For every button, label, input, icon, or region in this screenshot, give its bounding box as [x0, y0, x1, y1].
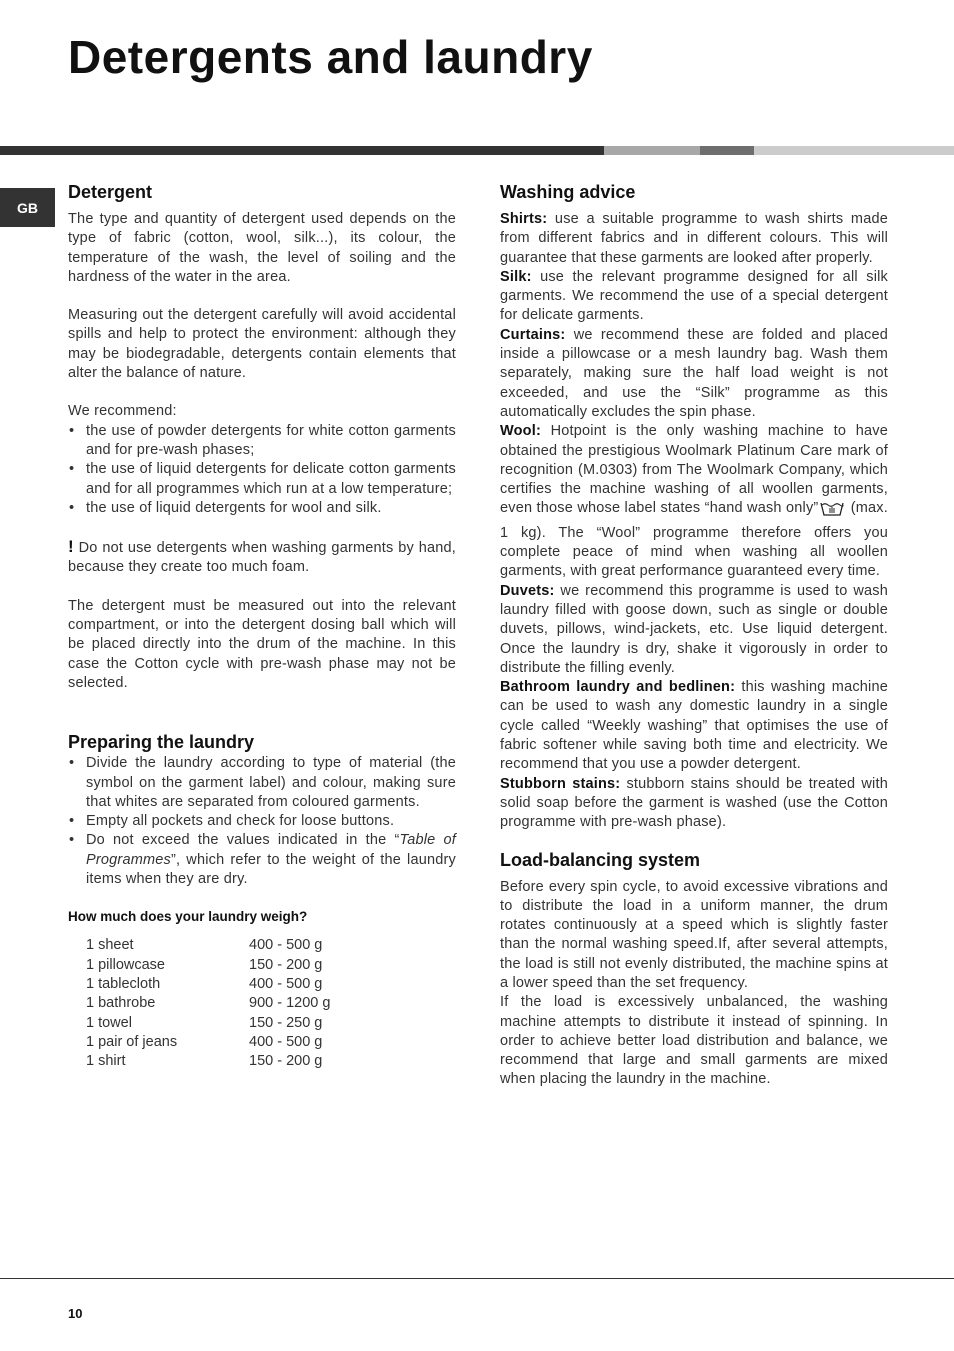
detergent-section — [68, 180, 456, 693]
detergent-paragraph-2: Measuring out the detergent carefully will avoid accidental spills and help to protect the environment: although they may be biodegradable, detergents contain elements that alter the balance of nature. — [68, 307, 456, 382]
list-item: • the use of powder detergents for white cotton garments and for pre-wash phases; — [68, 422, 456, 461]
table-row: 1 towel 150 - 250 g — [86, 1014, 323, 1031]
detergent-paragraph-1: The type and quantity of detergent used depends on the type of fabric (cotton, wool, silk...), its colour, the temperature of the wash, the level of soiling and the hardness of the water in the area. — [68, 211, 456, 285]
recommend-intro: We recommend: — [68, 403, 177, 420]
page-number: 10 — [68, 1306, 83, 1321]
detergent-paragraph-3: The detergent must be measured out into the relevant compartment, or into the detergent dosing ball which will be placed directly into the drum of the machine. In this case the Cotton cycle with pre-wash phase may not be selected. — [68, 597, 456, 691]
washing-heading: Washing advice — [500, 182, 636, 202]
header-stripe-dark — [0, 146, 604, 155]
weigh-heading: How much does your laundry weigh? — [68, 909, 308, 925]
warning-note — [68, 537, 456, 578]
header-stripe-dark2 — [700, 146, 754, 155]
table-of-programmes-ref: Table of Programmes — [86, 832, 456, 868]
page-title: Detergents and laundry — [68, 31, 593, 83]
table-row: 1 bathrobe 900 - 1200 g — [86, 995, 331, 1012]
right-column — [500, 180, 888, 1090]
preparing-list — [68, 754, 456, 889]
table-row: 1 pillowcase 150 - 200 g — [86, 956, 323, 973]
table-row: 1 tablecloth 400 - 500 g — [86, 975, 323, 992]
advice-wool: Wool: Hotpoint is the only washing machine to have obtained the prestigious Woolmark Platinum Care mark of recognition (M.0303) from The Woolmark Company, which certifies the machine washing of all woollen garments, even those whose label states “hand wash only” (max. 1 kg). The “Wool” programme therefore offers you complete peace of mind when washing all woollen garments, with great performance guaranteed every time. — [500, 423, 888, 580]
washing-advice-section — [500, 180, 888, 833]
footer-rule — [0, 1278, 954, 1279]
list-item: • Do not exceed the values indicated in the “Table of Programmes”, which refer to the weight of the laundry items when they are dry. — [68, 831, 456, 889]
list-item: • Divide the laundry according to type of material (the symbol on the garment label) and colour, making sure that whites are separated from coloured garments. — [68, 754, 456, 812]
warning-icon: ! — [68, 537, 74, 557]
advice-stains: Stubborn stains: stubborn stains should be treated with solid soap before the garment is washed (use the Cotton programme with pre-wash phase). — [500, 775, 888, 831]
table-row: 1 sheet 400 - 500 g — [86, 937, 323, 954]
advice-duvets: Duvets: we recommend this programme is used to wash laundry filled with goose down, such as single or double duvets, pillows, wind-jackets, etc. Use liquid detergent. Once the laundry is dry, shake it vigorously in order to distribute the filling evenly. — [500, 582, 888, 676]
table-row: 1 shirt 150 - 200 g — [86, 1053, 323, 1070]
load-balancing-section — [500, 848, 888, 1090]
balancing-paragraph-1: Before every spin cycle, to avoid excessive vibrations and to distribute the load in a uniform manner, the drum rotates continuously at a speed which is slightly faster than the normal washing speed.If, after several attempts, the load is still not evenly distributed, the machine spins at a lower speed than the set frequency. — [500, 878, 888, 991]
language-tab: GB — [0, 188, 55, 227]
warning-text: Do not use detergents when washing garments by hand, because they create too much foam. — [68, 540, 456, 576]
list-item: • the use of liquid detergents for wool and silk. — [68, 499, 456, 518]
left-column — [68, 180, 456, 1071]
advice-bathroom: Bathroom laundry and bedlinen: this washing machine can be used to wash any domestic laundry in a single cycle called “Weekly washing” that optimises the use of fabric softener while saving both time and electricity. We recommend that you use a powder detergent. — [500, 679, 889, 773]
list-item: • Empty all pockets and check for loose buttons. — [68, 812, 456, 831]
list-item: • the use of liquid detergents for delicate cotton garments and for all programmes which run at a low temperature; — [68, 460, 456, 499]
table-row: 1 pair of jeans 400 - 500 g — [86, 1033, 323, 1050]
header-stripe-light — [754, 146, 954, 155]
header-stripe-mid — [604, 146, 700, 155]
hand-wash-icon — [820, 500, 844, 523]
balancing-heading: Load-balancing system — [500, 849, 701, 870]
detergent-heading: Detergent — [68, 182, 153, 202]
advice-curtains: Curtains: we recommend these are folded and placed inside a pillowcase or a mesh laundry bag. Wash them separately, making sure the half load weight is not exceeded, and use the “Silk” programme as this automatically excludes the spin phase. — [500, 326, 888, 420]
recommend-list — [68, 422, 456, 518]
preparing-heading: Preparing the laundry — [68, 732, 255, 753]
preparing-section — [68, 730, 456, 1071]
advice-silk: Silk: use the relevant programme designed for all silk garments. We recommend the use of a special detergent for delicate garments. — [500, 268, 888, 324]
weights-table — [86, 936, 330, 1071]
balancing-paragraph-2: If the load is excessively unbalanced, the washing machine attempts to distribute it instead of spinning. In order to achieve better load distribution and balance, we recommend that large and small garments are mixed when placing the laundry in the machine. — [500, 994, 888, 1088]
advice-shirts: Shirts: use a suitable programme to wash shirts made from different fabrics and in different colours. This will guarantee that these garments are looked after properly. — [500, 211, 888, 266]
